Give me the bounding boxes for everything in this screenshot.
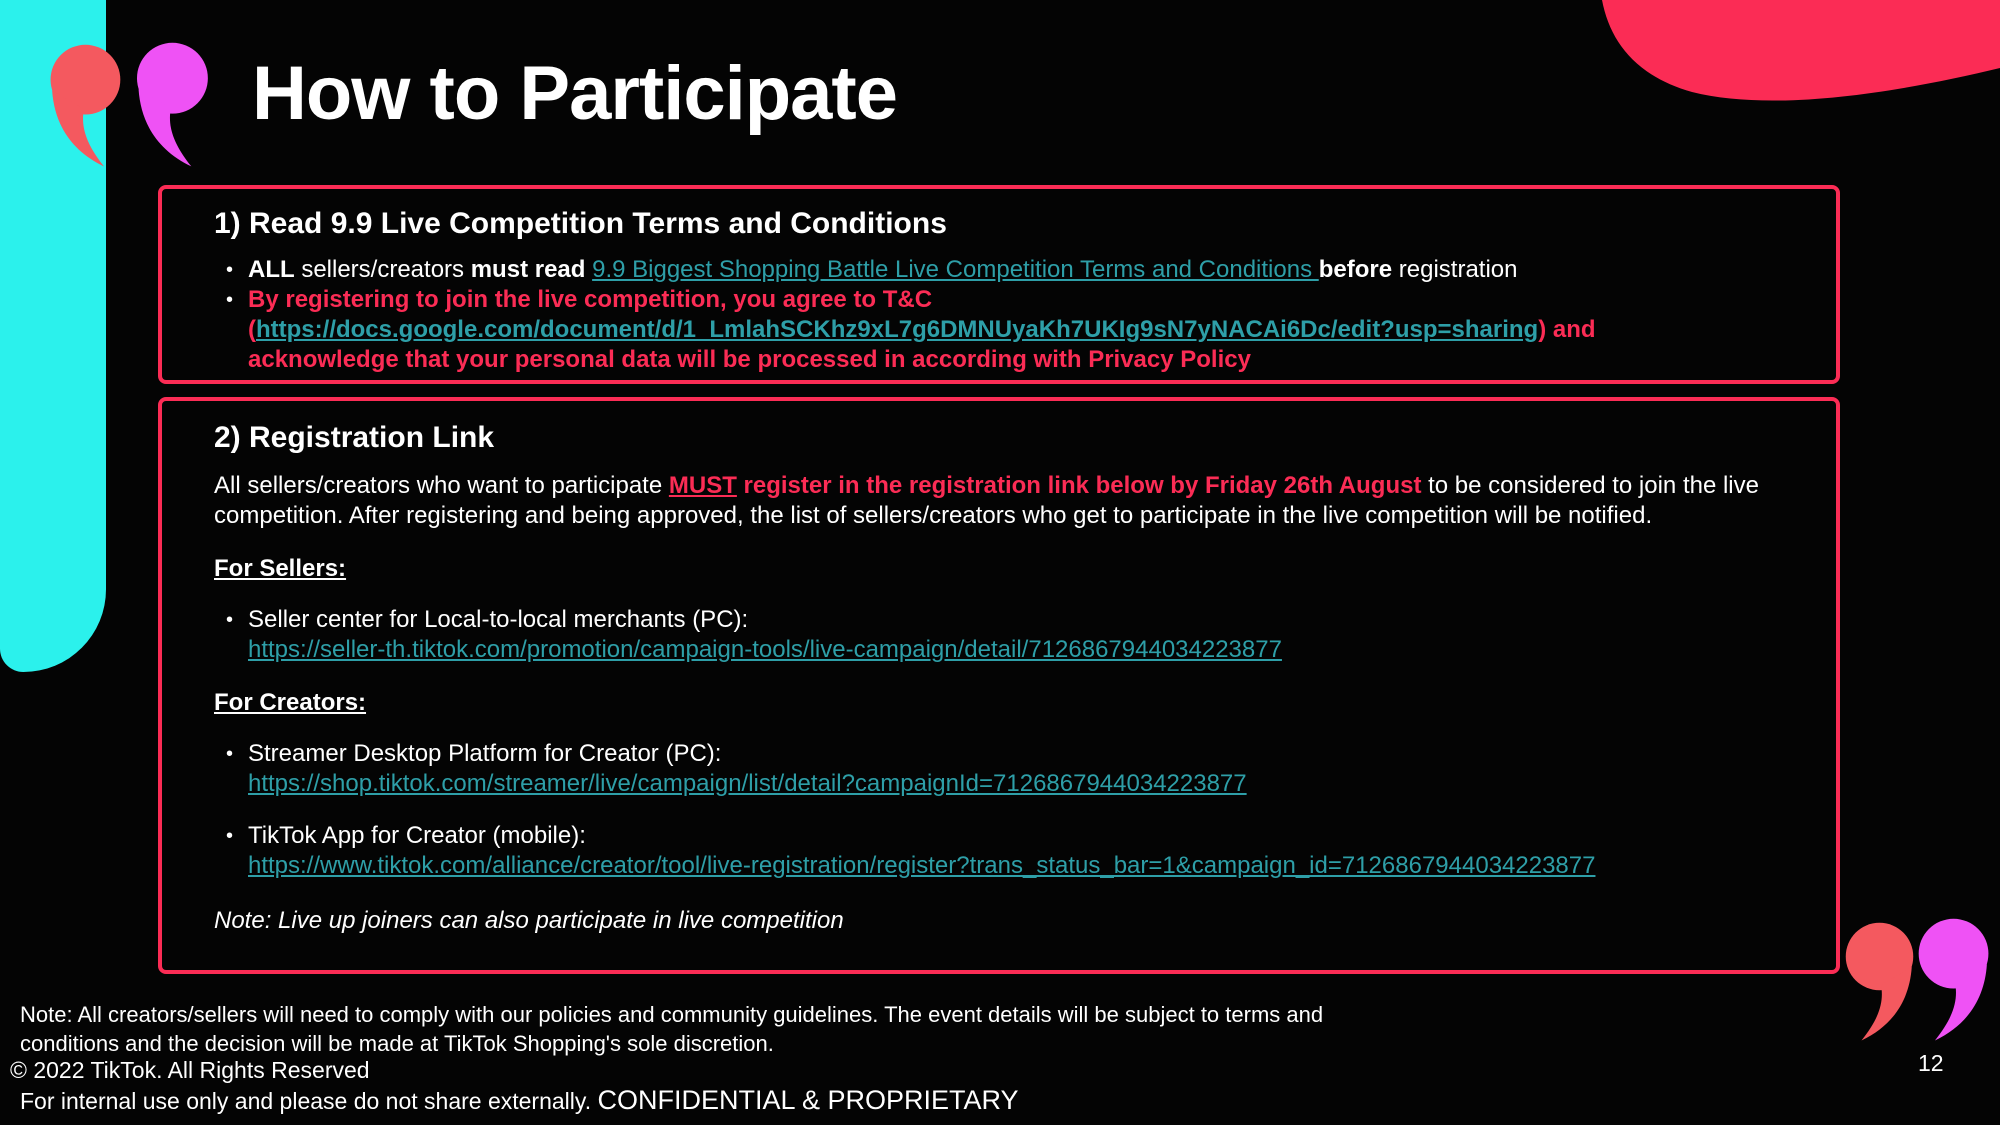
intro-post: to be considered to join the live competition. After registering and being approved, the list of sellers/creators who get to participate in the live competition will be notified. [214,472,1759,529]
streamer-platform-item [248,739,1247,799]
bullet-icon: • [226,289,234,311]
paren-close-and: ) and [1538,316,1596,343]
streamer-platform-label: Streamer Desktop Platform for Creator (PC): [248,740,722,767]
for-sellers-label: For Sellers: [214,555,347,582]
tiktok-app-link[interactable]: https://www.tiktok.com/alliance/creator/tool/live-registration/register?trans_status_bar=1&campaign_id=7126867944034223877 [248,852,1596,879]
bullet-icon: • [226,743,234,765]
box2-heading: 2) Registration Link [214,421,495,454]
registration-link-box [158,397,1840,974]
intro-must: MUST [668,472,737,499]
bullet1-text2: registration [1392,256,1518,283]
seller-center-label: Seller center for Local-to-local merchants (PC): [248,606,749,633]
bullet2-line2 [248,315,1596,345]
bullet-icon: • [226,259,234,281]
opening-quote-magenta-icon [132,42,216,168]
for-creators-label: For Creators: [214,689,367,716]
registration-intro [214,471,1800,531]
bullet1-before: before [1318,256,1393,283]
tiktok-app-item [248,821,1595,881]
intro-pre: All sellers/creators who want to participate [214,472,669,499]
corner-blob-shape [1540,0,2000,125]
box1-bullet2 [248,285,1596,375]
bullet2-line3: acknowledge that your personal data will be processed in according with Privacy Policy [248,346,1251,373]
tiktok-app-label: TikTok App for Creator (mobile): [248,822,586,849]
terms-and-conditions-box [158,185,1840,384]
list-item [214,605,1800,665]
closing-quote-magenta-icon [1910,918,1994,1042]
list-item [214,821,1800,881]
footer-compliance-note [20,1000,1323,1058]
footer-note-line2: conditions and the decision will be made at TikTok Shopping's sole discretion. [20,1031,774,1056]
list-item [214,739,1800,799]
terms-and-conditions-link[interactable]: 9.9 Biggest Shopping Battle Live Competition Terms and Conditions [592,256,1319,283]
bullet1-must-read: must read [470,256,593,283]
closing-quote-coral-icon [1838,922,1918,1042]
copyright-text: © 2022 TikTok. All Rights Reserved [10,1057,370,1083]
bullet2-line1: By registering to join the live competition, you agree to T&C [248,286,933,313]
page-title: How to Participate [252,51,897,136]
box1-bullet1 [248,255,1518,285]
page-number: 12 [1918,1050,1944,1076]
opening-quote-coral-icon [46,44,128,168]
box1-heading: 1) Read 9.9 Live Competition Terms and Conditions [214,207,947,240]
bullet-icon: • [226,609,234,631]
intro-emphasis: register in the registration link below by Friday 26th August [736,472,1422,499]
seller-center-link[interactable]: https://seller-th.tiktok.com/promotion/campaign-tools/live-campaign/detail/7126867944034223877 [248,636,1282,663]
seller-center-item [248,605,1282,665]
internal-use-text: For internal use only and please do not share externally. [20,1088,598,1114]
bullet-icon: • [226,825,234,847]
confidential-label: CONFIDENTIAL & PROPRIETARY [597,1085,1019,1115]
list-item [214,285,1800,375]
google-doc-tc-link[interactable]: https://docs.google.com/document/d/1_LmlahSCKhz9xL7g6DMNUyaKh7UKIg9sN7yNACAi6Dc/edit?usp=sharing [256,316,1539,343]
paren-open: ( [248,316,256,343]
bullet1-all: ALL [248,256,295,283]
streamer-platform-link[interactable]: https://shop.tiktok.com/streamer/live/campaign/list/detail?campaignId=7126867944034223877 [248,770,1247,797]
live-up-note: Note: Live up joiners can also participate in live competition [214,907,844,934]
footer-note-line1: Note: All creators/sellers will need to comply with our policies and community guidelines. The event details will be subject to terms and [20,1002,1324,1027]
bullet1-text1: sellers/creators [294,256,471,283]
internal-use-note [20,1085,1019,1116]
list-item [214,255,1800,285]
